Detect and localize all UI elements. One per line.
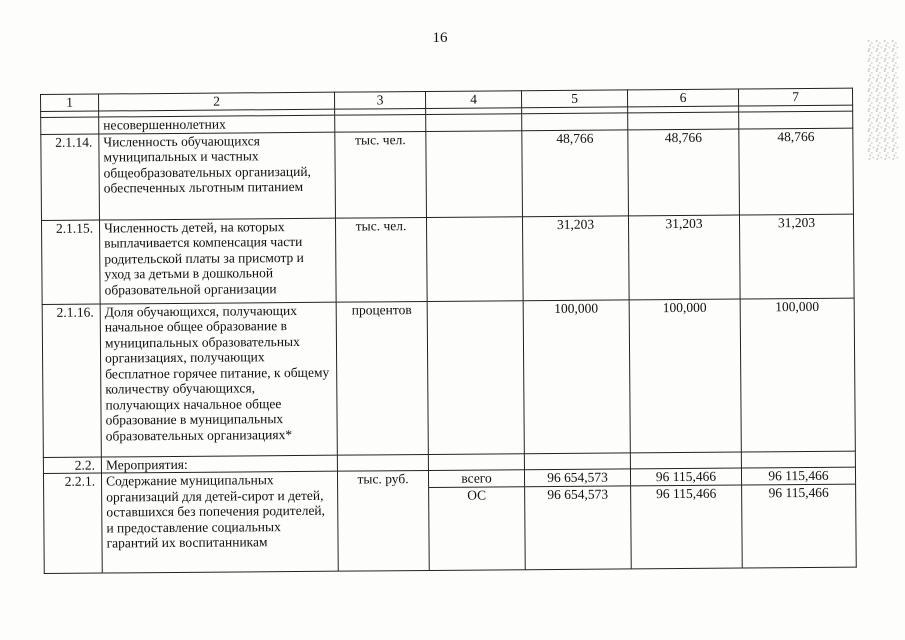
row-number: 2.2.1. — [43, 473, 102, 573]
header-cell: 7 — [738, 88, 852, 106]
row-col6: 100,000 — [629, 299, 741, 453]
row-description: Численность обучающихся муниципальных и частных общеобразовательных организаций, обеспеченных льготным питанием — [99, 132, 336, 220]
row-unit: процентов — [336, 301, 428, 455]
value-total: 96 654,573 — [547, 469, 608, 486]
row-col5: 48,766 — [522, 129, 629, 216]
row-col4 — [426, 216, 523, 301]
row-col7: 48,766 — [739, 128, 854, 215]
year-value-cell — [741, 467, 856, 568]
row-col6: 31,203 — [628, 215, 740, 300]
value-os: 96 115,466 — [742, 484, 855, 502]
value-total: 96 115,466 — [655, 468, 717, 485]
scan-noise — [867, 40, 899, 160]
row-col4 — [427, 300, 524, 454]
row-col4 — [426, 130, 523, 217]
row-number: 2.1.15. — [41, 220, 100, 304]
year-value-cell — [524, 469, 631, 570]
section-number: 2.2. — [43, 457, 101, 474]
data-table — [40, 88, 857, 574]
row-number: 2.1.14. — [41, 134, 100, 220]
value-total: 96 115,466 — [768, 467, 829, 484]
header-cell: 3 — [334, 91, 425, 109]
page-number: 16 — [432, 30, 448, 46]
row-description: Доля обучающихся, получающих начальное общее образование в муниципальных образовательных организациях, получающих бесплатное горячее питание, к общему количеству обучающихся, получающих начальное общее образование в муниципальных образовательных организациях* — [100, 302, 337, 457]
section-title: Мероприятия: — [101, 455, 337, 473]
table-row — [42, 298, 855, 457]
header-cell: 6 — [627, 89, 738, 107]
row-number: 2.1.16. — [42, 304, 101, 457]
header-cell: 5 — [521, 90, 627, 108]
header-cell: 1 — [41, 94, 99, 111]
row-unit: тыс. чел. — [335, 217, 427, 302]
row-unit: тыс. руб. — [337, 470, 429, 571]
table-row — [41, 128, 854, 220]
header-cell: 2 — [99, 92, 335, 111]
row-col5: 31,203 — [522, 215, 629, 300]
year-value-cell — [630, 468, 742, 569]
funding-source-total: всего — [461, 470, 492, 486]
funding-source-os: ОС — [429, 486, 524, 504]
row-col7: 31,203 — [739, 214, 854, 299]
activity-row — [43, 467, 856, 573]
row-col6: 48,766 — [628, 129, 740, 216]
row-description: Численность детей, на которых выплачивается компенсация части родительской платы за присмотр и уход за детьми в дошкольной образовательной организации — [99, 218, 336, 304]
continuation-text: несовершеннолетних — [99, 115, 335, 133]
funding-source-cell — [428, 470, 525, 571]
row-description: Содержание муниципальных организаций для детей-сирот и детей, оставшихся без попечения родителей, и предоставление социальных гарантий их воспитанникам — [101, 471, 338, 573]
value-os: 96 115,466 — [631, 485, 741, 503]
row-unit: тыс. чел. — [335, 131, 427, 218]
row-col5: 100,000 — [523, 299, 630, 453]
header-cell: 4 — [425, 91, 521, 109]
table-row — [41, 214, 854, 304]
value-os: 96 654,573 — [525, 485, 630, 503]
row-col7: 100,000 — [740, 298, 855, 452]
